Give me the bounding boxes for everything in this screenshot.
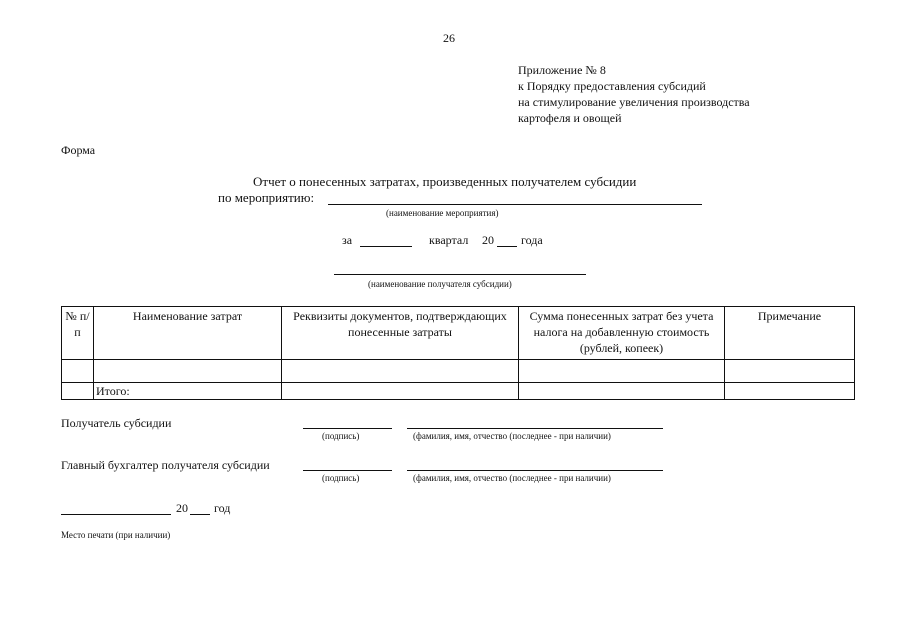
accountant-fullname-line[interactable] <box>407 470 663 471</box>
appendix-block <box>518 62 750 126</box>
date-day-month-line[interactable] <box>61 514 171 515</box>
recipient-signature-line[interactable] <box>303 428 392 429</box>
period-year-prefix: 20 <box>482 233 494 247</box>
table-cell[interactable] <box>519 383 725 400</box>
table-cell[interactable] <box>282 360 519 383</box>
stamp-label: Место печати (при наличии) <box>61 530 171 540</box>
recipient-name-line[interactable] <box>334 274 586 275</box>
header-number: № п/п <box>62 307 94 360</box>
table-cell[interactable] <box>62 383 94 400</box>
appendix-line-4: картофеля и овощей <box>518 111 622 125</box>
table-row <box>62 360 855 383</box>
appendix-line-2: к Порядку предоставления субсидий <box>518 79 706 93</box>
period-quarter-label: квартал <box>429 233 469 247</box>
period-za: за <box>342 233 353 247</box>
recipient-name-caption: (фамилия, имя, отчество (последнее - при наличии) <box>413 431 611 441</box>
date-year-suffix: год <box>214 501 231 515</box>
cost-table <box>61 306 855 400</box>
event-caption: (наименование мероприятия) <box>386 208 499 218</box>
table-cell[interactable] <box>725 360 855 383</box>
event-name-line[interactable] <box>328 204 702 205</box>
report-title: Отчет о понесенных затратах, произведенных получателем субсидии <box>253 174 637 189</box>
header-note: Примечание <box>725 307 855 360</box>
header-cost-name: Наименование затрат <box>94 307 282 360</box>
table-cell[interactable] <box>725 383 855 400</box>
header-documents: Реквизиты документов, подтверждающих понесенные затраты <box>282 307 519 360</box>
page-number: 26 <box>443 31 455 45</box>
period-quarter-line[interactable] <box>360 246 412 247</box>
table-header-row <box>62 307 855 360</box>
table-total-row <box>62 383 855 400</box>
table-cell[interactable] <box>519 360 725 383</box>
period-year-line[interactable] <box>497 246 517 247</box>
form-label: Форма <box>61 143 96 157</box>
table-cell[interactable] <box>62 360 94 383</box>
event-prefix: по мероприятию: <box>218 190 315 205</box>
accountant-name-caption: (фамилия, имя, отчество (последнее - при наличии) <box>413 473 611 483</box>
header-amount: Сумма понесенных затрат без учета налога на добавленную стоимость (рублей, копеек) <box>519 307 725 360</box>
accountant-sign-caption: (подпись) <box>322 473 360 483</box>
period-year-suffix: года <box>521 233 543 247</box>
total-label: Итого: <box>94 383 282 400</box>
appendix-line-1: Приложение № 8 <box>518 63 606 77</box>
table-cell[interactable] <box>282 383 519 400</box>
table-cell[interactable] <box>94 360 282 383</box>
date-year-prefix: 20 <box>176 501 188 515</box>
recipient-fullname-line[interactable] <box>407 428 663 429</box>
appendix-line-3: на стимулирование увеличения производства <box>518 95 750 109</box>
recipient-label: Получатель субсидии <box>61 416 172 430</box>
recipient-caption: (наименование получателя субсидии) <box>368 279 512 289</box>
recipient-sign-caption: (подпись) <box>322 431 360 441</box>
accountant-signature-line[interactable] <box>303 470 392 471</box>
accountant-label: Главный бухгалтер получателя субсидии <box>61 458 270 472</box>
date-year-line[interactable] <box>190 514 210 515</box>
